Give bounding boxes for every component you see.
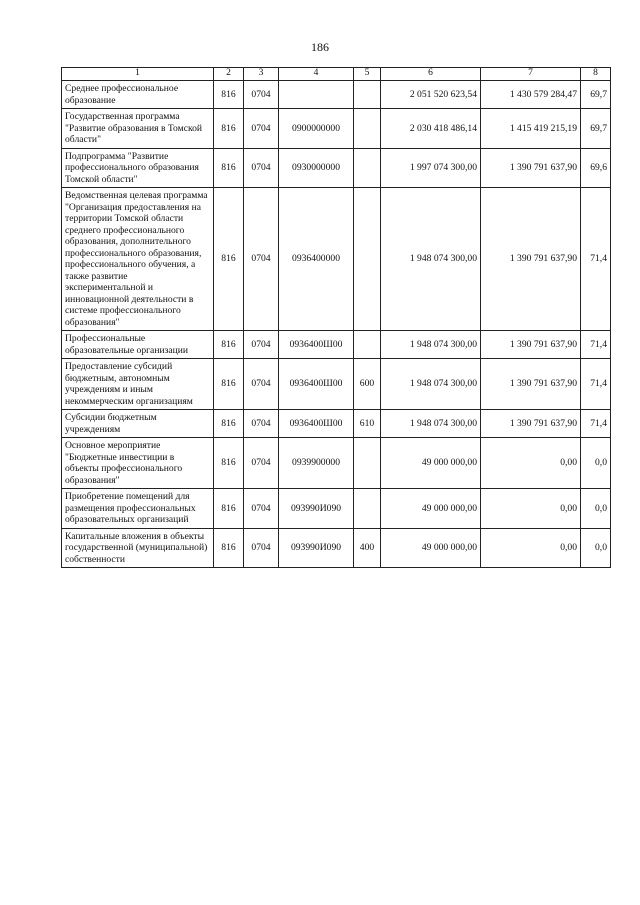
row-planned: 49 000 000,00 <box>381 528 481 568</box>
row-name: Капитальные вложения в объекты государственной (муниципальной) собственности <box>62 528 214 568</box>
row-name: Предоставление субсидий бюджетным, автономным учреждениям и иным некоммерческим организациям <box>62 359 214 410</box>
table-row <box>62 148 611 188</box>
row-percent: 71,4 <box>581 331 611 359</box>
row-planned: 1 948 074 300,00 <box>381 410 481 438</box>
row-name: Среднее профессиональное образование <box>62 81 214 109</box>
row-percent: 69,7 <box>581 109 611 149</box>
row-section: 0704 <box>244 359 279 410</box>
row-admin: 816 <box>214 489 244 529</box>
row-target: 0930000000 <box>279 148 354 188</box>
row-planned: 2 051 520 623,54 <box>381 81 481 109</box>
table-row <box>62 331 611 359</box>
row-planned: 1 948 074 300,00 <box>381 331 481 359</box>
row-executed: 1 430 579 284,47 <box>481 81 581 109</box>
row-section: 0704 <box>244 331 279 359</box>
row-target: 0936400Ш00 <box>279 359 354 410</box>
row-kind <box>354 438 381 489</box>
row-section: 0704 <box>244 410 279 438</box>
row-section: 0704 <box>244 81 279 109</box>
table-row <box>62 359 611 410</box>
table-row <box>62 81 611 109</box>
row-executed: 0,00 <box>481 489 581 529</box>
row-admin: 816 <box>214 109 244 149</box>
row-name: Субсидии бюджетным учреждениям <box>62 410 214 438</box>
row-section: 0704 <box>244 528 279 568</box>
budget-table <box>61 67 611 568</box>
col-header: 3 <box>244 68 279 81</box>
table-row <box>62 489 611 529</box>
header-row <box>62 68 611 81</box>
row-percent: 0,0 <box>581 438 611 489</box>
col-header: 8 <box>581 68 611 81</box>
col-header: 5 <box>354 68 381 81</box>
row-section: 0704 <box>244 148 279 188</box>
row-planned: 49 000 000,00 <box>381 489 481 529</box>
col-header: 4 <box>279 68 354 81</box>
row-admin: 816 <box>214 188 244 331</box>
row-percent: 71,4 <box>581 188 611 331</box>
row-section: 0704 <box>244 489 279 529</box>
row-executed: 1 390 791 637,90 <box>481 359 581 410</box>
row-name: Подпрограмма "Развитие профессионального образования Томской области" <box>62 148 214 188</box>
row-kind <box>354 148 381 188</box>
row-section: 0704 <box>244 188 279 331</box>
row-section: 0704 <box>244 438 279 489</box>
row-kind: 400 <box>354 528 381 568</box>
row-name: Профессиональные образовательные организации <box>62 331 214 359</box>
col-header: 7 <box>481 68 581 81</box>
row-planned: 1 948 074 300,00 <box>381 359 481 410</box>
row-target: 0936400000 <box>279 188 354 331</box>
row-kind <box>354 109 381 149</box>
row-planned: 1 948 074 300,00 <box>381 188 481 331</box>
col-header: 2 <box>214 68 244 81</box>
row-admin: 816 <box>214 81 244 109</box>
row-planned: 49 000 000,00 <box>381 438 481 489</box>
row-executed: 1 390 791 637,90 <box>481 331 581 359</box>
row-name: Ведомственная целевая программа "Организация предоставления на территории Томской области среднего профессионального образования, дополнительного профессионального образования, профессионального обучения, а также развитие экспериментальной и инновационной деятельности в системе профессионального образования" <box>62 188 214 331</box>
row-target: 0936400Ш00 <box>279 331 354 359</box>
col-header: 6 <box>381 68 481 81</box>
row-executed: 1 390 791 637,90 <box>481 148 581 188</box>
row-target: 0936400Ш00 <box>279 410 354 438</box>
row-target: 093990И090 <box>279 489 354 529</box>
row-percent: 71,4 <box>581 359 611 410</box>
row-percent: 0,0 <box>581 528 611 568</box>
row-admin: 816 <box>214 438 244 489</box>
row-executed: 1 390 791 637,90 <box>481 188 581 331</box>
row-kind <box>354 331 381 359</box>
table-row <box>62 528 611 568</box>
row-name: Государственная программа "Развитие образования в Томской области" <box>62 109 214 149</box>
table-row <box>62 109 611 149</box>
row-planned: 1 997 074 300,00 <box>381 148 481 188</box>
row-percent: 0,0 <box>581 489 611 529</box>
row-planned: 2 030 418 486,14 <box>381 109 481 149</box>
row-kind: 610 <box>354 410 381 438</box>
row-admin: 816 <box>214 359 244 410</box>
row-target: 093990И090 <box>279 528 354 568</box>
row-kind <box>354 81 381 109</box>
row-target: 0939900000 <box>279 438 354 489</box>
row-section: 0704 <box>244 109 279 149</box>
table-row <box>62 410 611 438</box>
row-admin: 816 <box>214 410 244 438</box>
row-kind <box>354 489 381 529</box>
row-target: 0900000000 <box>279 109 354 149</box>
row-kind <box>354 188 381 331</box>
row-executed: 0,00 <box>481 528 581 568</box>
row-percent: 71,4 <box>581 410 611 438</box>
row-admin: 816 <box>214 528 244 568</box>
table-row <box>62 438 611 489</box>
row-executed: 1 415 419 215,19 <box>481 109 581 149</box>
row-admin: 816 <box>214 148 244 188</box>
table-row <box>62 188 611 331</box>
row-name: Основное мероприятие "Бюджетные инвестиции в объекты профессионального образования" <box>62 438 214 489</box>
row-percent: 69,7 <box>581 81 611 109</box>
row-executed: 1 390 791 637,90 <box>481 410 581 438</box>
row-percent: 69,6 <box>581 148 611 188</box>
col-header: 1 <box>62 68 214 81</box>
row-name: Приобретение помещений для размещения профессиональных образовательных организаций <box>62 489 214 529</box>
row-executed: 0,00 <box>481 438 581 489</box>
row-target <box>279 81 354 109</box>
row-admin: 816 <box>214 331 244 359</box>
row-kind: 600 <box>354 359 381 410</box>
page-number: 186 <box>311 40 329 54</box>
